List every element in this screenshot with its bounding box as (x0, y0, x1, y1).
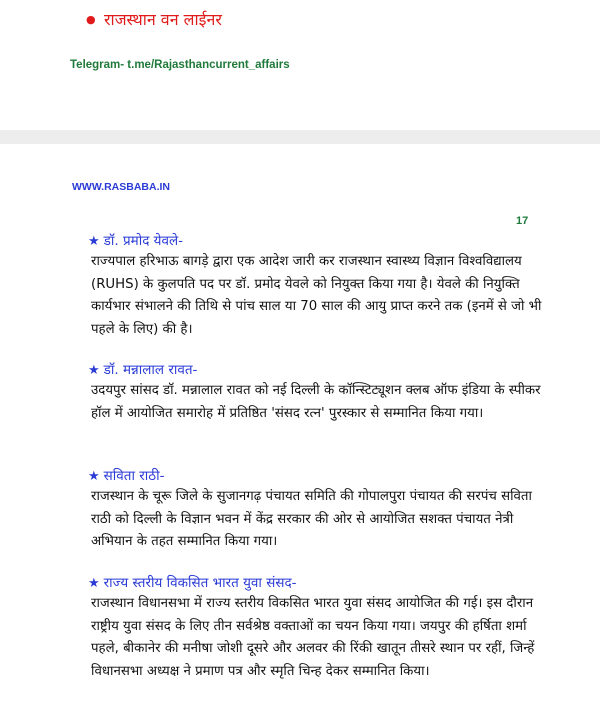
star-icon: ★ (88, 234, 100, 249)
entry-heading: ★ डॉ. मन्नालाल रावत- (88, 362, 198, 378)
page-number: 17 (516, 215, 529, 227)
entry-mannalal-rawat (88, 361, 548, 425)
entry-heading: ★ डॉ. प्रमोद येवले- (88, 233, 184, 249)
star-icon: ★ (88, 576, 100, 591)
entry-heading: ★ सविता राठी- (88, 468, 165, 484)
entry-heading: ★ राज्य स्तरीय विकसित भारत युवा संसद- (88, 575, 297, 591)
bullet-dot-icon: ● (86, 13, 96, 26)
page-17 (0, 144, 600, 722)
site-header[interactable]: WWW.RASBABA.IN (72, 181, 170, 193)
page-top (0, 0, 600, 130)
entry-yuva-sansad (88, 574, 548, 683)
section-title: राजस्थान वन लाईनर (104, 10, 222, 29)
entry-body: राजस्थान विधानसभा में राज्य स्तरीय विकसित भारत युवा संसद आयोजित की गई। इस दौरान राष्ट्रीय युवा संसद के लिए तीन सर्वश्रेष्ठ वक्ताओं का चयन किया गया। जयपुर की हर्षिता शर्मा पहले, बीकानेर की मनीषा जोशी दूसरे और अलवर की रिंकी खातून तीसरे स्थान पर रहीं, जिन्हें विधानसभा अध्यक्ष ने प्रमाण पत्र और स्मृति चिन्ह देकर सम्मानित किया। (91, 596, 535, 679)
telegram-link[interactable]: Telegram- t.me/Rajasthancurrent_affairs (70, 59, 290, 71)
entry-body: राजस्थान के चूरू जिले के सुजानगढ़ पंचायत समिति की गोपालपुरा पंचायत की सरपंच सविता राठी को दिल्ली के विज्ञान भवन में केंद्र सरकार की ओर से आयोजित सशक्त पंचायत नेत्री अभियान के तहत सम्मानित किया गया। (91, 489, 532, 549)
star-icon: ★ (88, 469, 100, 484)
star-icon: ★ (88, 363, 100, 378)
entry-body: राज्यपाल हरिभाऊ बागड़े द्वारा एक आदेश जारी कर राजस्थान स्वास्थ्य विज्ञान विश्वविद्यालय (RUHS) के कुलपति पद पर डॉ. प्रमोद येवले को नियुक्त किया गया है। येवले की नियुक्ति कार्यभार संभालने की तिथि से पांच साल या 70 साल की आयु प्राप्त करने तक (इनमें से जो भी पहले के लिए) की है। (91, 254, 542, 337)
entry-body: उदयपुर सांसद डॉ. मन्नालाल रावत को नई दिल्ली के कॉन्स्टिट्यूशन क्लब ऑफ इंडिया के स्पीकर हॉल में आयोजित समारोह में प्रतिष्ठित 'संसद रत्न' पुरस्कार से सम्मानित किया गया। (91, 383, 541, 421)
entry-pramod-yevle (88, 232, 548, 341)
entry-savita-rathi (88, 467, 548, 554)
